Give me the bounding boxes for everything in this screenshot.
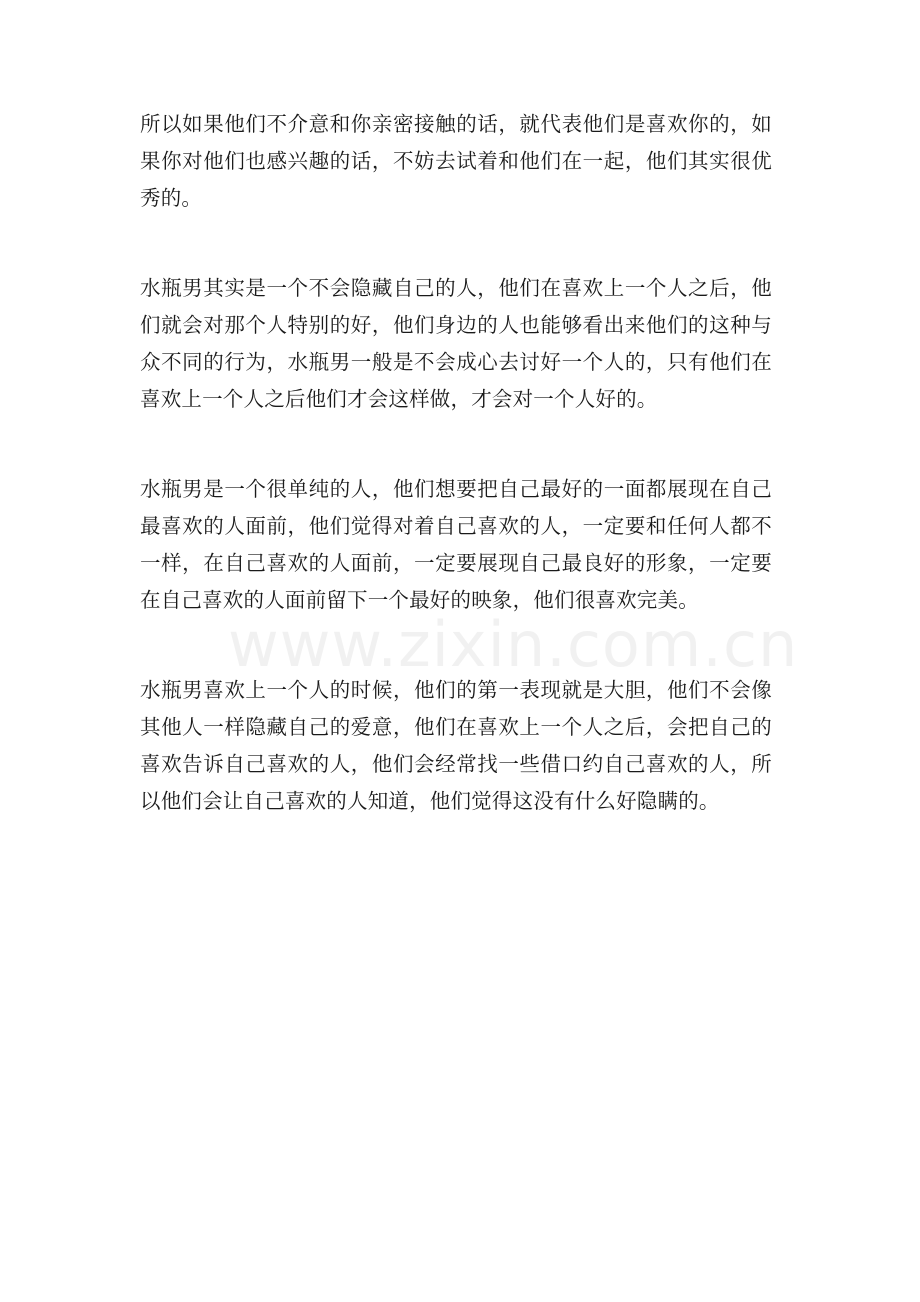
paragraph-2: 水瓶男其实是一个不会隐藏自己的人，他们在喜欢上一个人之后，他们就会对那个人特别的好，他们身边的人也能够看出来他们的这种与众不同的行为，水瓶男一般是不会成心去讨好一个人的，只有他们在喜欢上一个人之后他们才会这样做，才会对一个人好的。 [140, 276, 772, 411]
paragraph-3: 水瓶男是一个很单纯的人，他们想要把自己最好的一面都展现在自己最喜欢的人面前，他们觉得对着自己喜欢的人，一定要和任何人都不一样，在自己喜欢的人面前，一定要展现自己最良好的形象，一定要在自己喜欢的人面前留下一个最好的映象，他们很喜欢完美。 [140, 477, 772, 612]
watermark: www.zixin.com.cn [228, 608, 799, 681]
document-body [140, 106, 772, 873]
paragraph-1: 所以如果他们不介意和你亲密接触的话，就代表他们是喜欢你的，如果你对他们也感兴趣的话，不妨去试着和他们在一起，他们其实很优秀的。 [140, 112, 772, 210]
paragraph-4: 水瓶男喜欢上一个人的时候，他们的第一表现就是大胆，他们不会像其他人一样隐藏自己的爱意，他们在喜欢上一个人之后，会把自己的喜欢告诉自己喜欢的人，他们会经常找一些借口约自己喜欢的人，所以他们会让自己喜欢的人知道，他们觉得这没有什么好隐瞒的。 [140, 678, 772, 813]
